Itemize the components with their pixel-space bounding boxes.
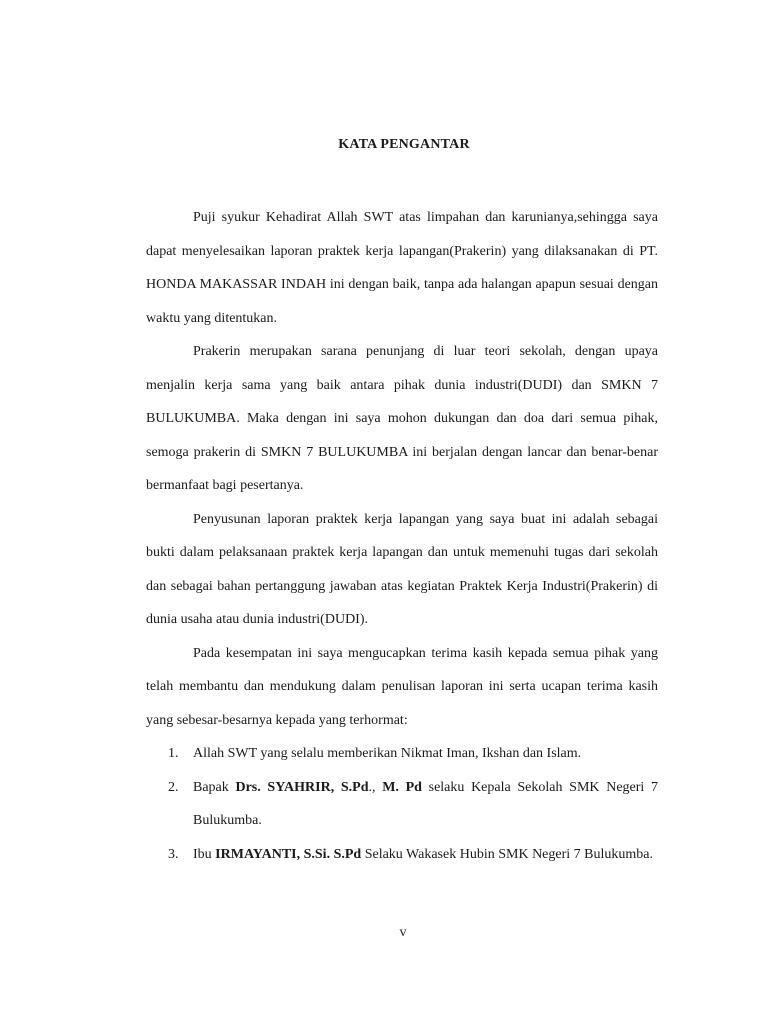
list-item-suffix: Selaku Wakasek Hubin SMK Negeri 7 Bulukumba. — [361, 846, 653, 862]
list-item — [146, 737, 658, 771]
list-item — [146, 838, 658, 872]
list-item-middle: ., — [368, 779, 383, 795]
list-item-suffix: selaku Kepala Sekolah SMK Negeri 7 Bulukumba. — [193, 779, 658, 828]
list-item-text: Allah SWT yang selalu memberikan Nikmat Iman, Ikshan dan Islam. — [193, 746, 582, 761]
paragraph-opening: Puji syukur Kehadirat Allah SWT atas limpahan dan karunianya,sehingga saya dapat menyelesaikan laporan praktek kerja lapangan(Prakerin) yang dilaksanakan di PT. HONDA MAKASSAR INDAH ini dengan baik, tanpa ada halangan apapun sesuai dengan waktu yang ditentukan. — [146, 210, 658, 326]
paragraph-terima-kasih: Pada kesempatan ini saya mengucapkan terima kasih kepada semua pihak yang telah membantu dan mendukung dalam penulisan laporan ini serta ucapan terima kasih yang sebesar-besarnya kepada yang terhormat: — [146, 645, 658, 728]
list-number: 1. — [168, 746, 179, 761]
page-title: KATA PENGANTAR — [338, 137, 470, 152]
list-item-prefix: Ibu — [193, 846, 216, 862]
document-body — [146, 201, 658, 871]
list-number: 3. — [168, 846, 179, 862]
principal-degree: M. Pd — [382, 779, 422, 795]
principal-name: Drs. SYAHRIR, S.Pd — [235, 779, 369, 795]
paragraph-prakerin: Prakerin merupakan sarana penunjang di luar teori sekolah, dengan upaya menjalin kerja sama yang baik antara pihak dunia industri(DUDI) dan SMKN 7 BULUKUMBA. Maka dengan ini saya mohon dukungan dan doa dari semua pihak, semoga prakerin di SMKN 7 BULUKUMBA ini berjalan dengan lancar dan benar-benar bermanfaat bagi pesertanya. — [146, 344, 658, 493]
vice-principal-name: IRMAYANTI, S.Si. S.Pd — [215, 846, 362, 862]
page-number: v — [399, 925, 407, 940]
list-item — [146, 771, 658, 838]
acknowledgement-list — [146, 737, 658, 871]
paragraph-penyusunan: Penyusunan laporan praktek kerja lapangan yang saya buat ini adalah sebagai bukti dalam pelaksanaan praktek kerja lapangan dan untuk memenuhi tugas dari sekolah dan sebagai bahan pertanggung jawaban atas kegiatan Praktek Kerja Industri(Prakerin) di dunia usaha atau dunia industri(DUDI). — [146, 511, 658, 627]
list-item-prefix: Bapak — [193, 779, 236, 795]
list-number: 2. — [168, 779, 179, 795]
